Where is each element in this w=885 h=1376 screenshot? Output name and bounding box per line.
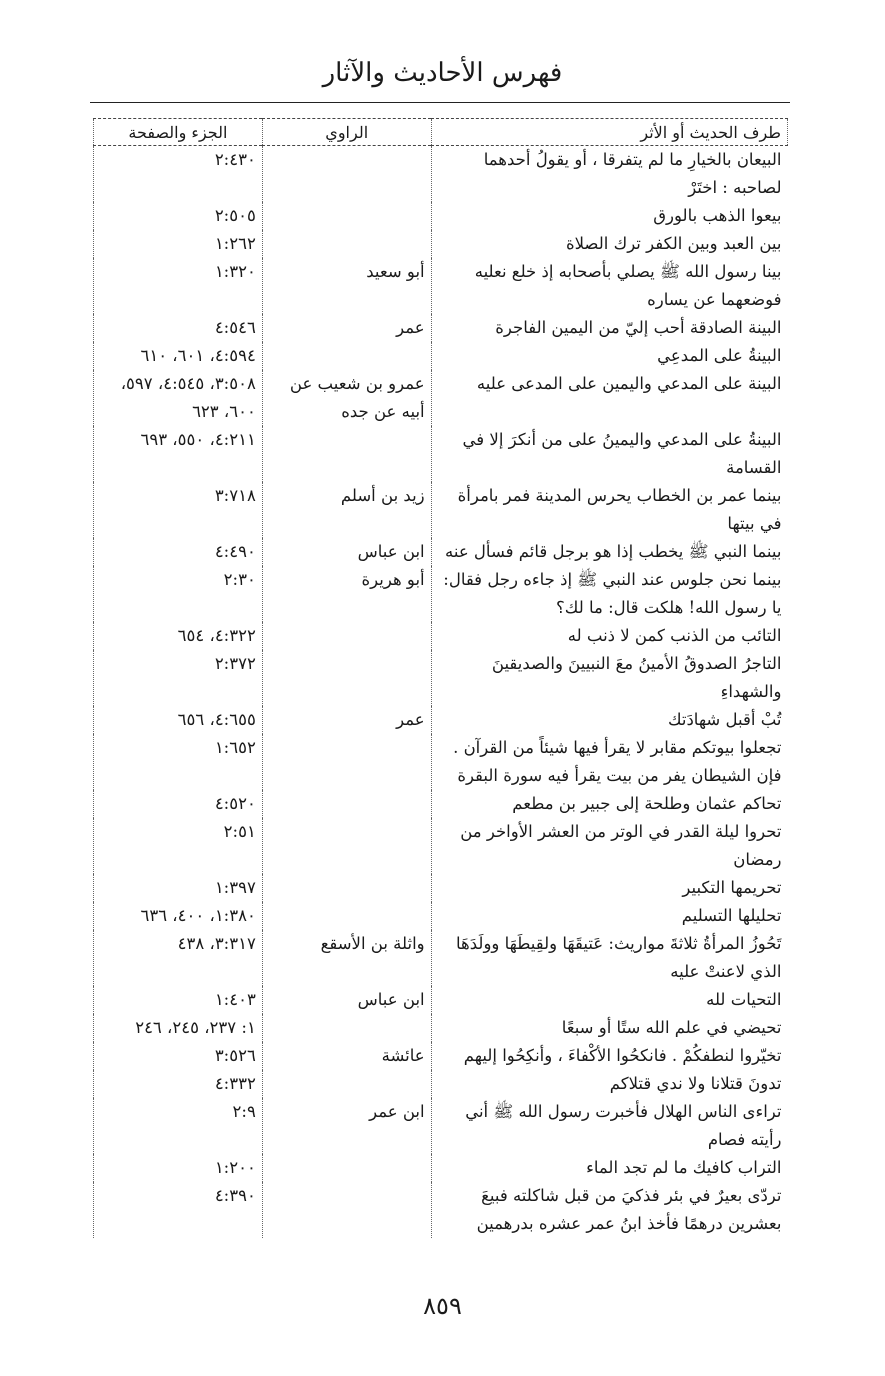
hadith-cell: تُبْ أقبل شهادَتك <box>431 706 787 734</box>
hadith-cell: تحيضي في علم الله ستًا أو سبعًا <box>431 1014 787 1042</box>
hadith-cell: البينة على المدعي واليمين على المدعى عليه <box>431 370 787 426</box>
narrator-cell <box>262 1070 431 1098</box>
hadith-cell: التائب من الذنب كمن لا ذنب له <box>431 622 787 650</box>
table-row <box>94 482 788 538</box>
table-row <box>94 426 788 482</box>
table-row <box>94 1070 788 1098</box>
page-number: ٨٥٩ <box>423 1292 462 1320</box>
narrator-cell: أبو هريرة <box>262 566 431 622</box>
hadith-cell: تخيّروا لنطفكُمْ . فانكحُوا الأكْفاءَ ، وأنكِحُوا إليهم <box>431 1042 787 1070</box>
ref-cell: ٢:٥٠٥ <box>94 202 263 230</box>
table-row <box>94 874 788 902</box>
table-row <box>94 930 788 986</box>
ref-cell: ٢:٤٣٠ <box>94 146 263 203</box>
table-row <box>94 986 788 1014</box>
table-row <box>94 818 788 874</box>
narrator-cell <box>262 342 431 370</box>
ref-cell: ٤:٥٢٠ <box>94 790 263 818</box>
ref-cell: ١:٣٩٧ <box>94 874 263 902</box>
table-row <box>94 566 788 622</box>
table-row <box>94 1014 788 1042</box>
narrator-cell <box>262 426 431 482</box>
narrator-cell <box>262 622 431 650</box>
ref-cell: ١:٢٠٠ <box>94 1154 263 1182</box>
ref-cell: ٢:٩ <box>94 1098 263 1154</box>
narrator-cell: ابن عمر <box>262 1098 431 1154</box>
narrator-cell <box>262 1182 431 1238</box>
table-row <box>94 706 788 734</box>
narrator-cell: عمرو بن شعيب عن أبيه عن جده <box>262 370 431 426</box>
table-row <box>94 538 788 566</box>
narrator-cell <box>262 1154 431 1182</box>
header-narrator: الراوي <box>262 119 431 146</box>
ref-cell: ٣:٧١٨ <box>94 482 263 538</box>
hadith-cell: تحليلها التسليم <box>431 902 787 930</box>
table-row <box>94 1154 788 1182</box>
hadith-cell: التحيات لله <box>431 986 787 1014</box>
table-header-row <box>94 119 788 146</box>
table-row <box>94 1182 788 1238</box>
hadith-cell: بينما النبي ﷺ يخطب إذا هو برجل قائم فسأل عنه <box>431 538 787 566</box>
table-row <box>94 230 788 258</box>
hadith-cell: البينة الصادقة أحب إليّ من اليمين الفاجرة <box>431 314 787 342</box>
hadith-cell: تحريمها التكبير <box>431 874 787 902</box>
table-row <box>94 342 788 370</box>
ref-cell: ١:٤٠٣ <box>94 986 263 1014</box>
table-row <box>94 1042 788 1070</box>
header-hadith: طرف الحديث أو الأثر <box>431 119 787 146</box>
hadith-cell: التاجرُ الصدوقُ الأمينُ معَ النبيينَ والصديقينَ والشهداءِ <box>431 650 787 706</box>
table-row <box>94 790 788 818</box>
narrator-cell: ابن عباس <box>262 538 431 566</box>
table-row <box>94 370 788 426</box>
table-row <box>94 902 788 930</box>
narrator-cell <box>262 146 431 203</box>
ref-cell: ١:٣٢٠ <box>94 258 263 314</box>
ref-cell: ١:٢٦٢ <box>94 230 263 258</box>
narrator-cell <box>262 202 431 230</box>
hadith-cell: البيعان بالخيارِ ما لم يتفرقا ، أو يقولُ أحدهما لصاحبه : اختَرْ <box>431 146 787 203</box>
ref-cell: ١:٣٨٠، ٤٠٠، ٦٣٦ <box>94 902 263 930</box>
ref-cell: ٢:٣٠ <box>94 566 263 622</box>
hadith-cell: تحاكم عثمان وطلحة إلى جبير بن مطعم <box>431 790 787 818</box>
ref-cell: ٤:٣٣٢ <box>94 1070 263 1098</box>
page-title: فهرس الأحاديث والآثار <box>322 58 563 88</box>
narrator-cell <box>262 650 431 706</box>
hadith-cell: تَحُوزُ المرأةُ ثلاثةَ مواريث: عَتيقَهَا ولقِيطَهَا وولَدَهَا الذي لاعنتْ عليه <box>431 930 787 986</box>
ref-cell: ١: ٢٣٧، ٢٤٥، ٢٤٦ <box>94 1014 263 1042</box>
ref-cell: ٣:٣١٧، ٤٣٨ <box>94 930 263 986</box>
hadith-index-table <box>93 118 788 1238</box>
narrator-cell: أبو سعيد <box>262 258 431 314</box>
hadith-cell: بينا رسول الله ﷺ يصلي بأصحابه إذ خلع نعليه فوضعهما عن يساره <box>431 258 787 314</box>
ref-cell: ٣:٥٢٦ <box>94 1042 263 1070</box>
hadith-cell: بينما نحن جلوس عند النبي ﷺ إذ جاءه رجل فقال: يا رسول الله! هلكت قال: ما لك؟ <box>431 566 787 622</box>
hadith-cell: بينما عمر بن الخطاب يحرس المدينة فمر بامرأة في بيتها <box>431 482 787 538</box>
narrator-cell <box>262 874 431 902</box>
ref-cell: ٤:٢١١، ٥٥٠، ٦٩٣ <box>94 426 263 482</box>
table-body <box>94 146 788 1239</box>
narrator-cell <box>262 790 431 818</box>
table-row <box>94 202 788 230</box>
narrator-cell <box>262 902 431 930</box>
table-row <box>94 650 788 706</box>
ref-cell: ٢:٥١ <box>94 818 263 874</box>
narrator-cell: عمر <box>262 314 431 342</box>
ref-cell: ٤:٦٥٥، ٦٥٦ <box>94 706 263 734</box>
hadith-cell: البينةُ على المدعِي <box>431 342 787 370</box>
ref-cell: ٣:٥٠٨، ٤:٥٤٥، ٥٩٧، ٦٠٠، ٦٢٣ <box>94 370 263 426</box>
ref-cell: ٤:٥٩٤، ٦٠١، ٦١٠ <box>94 342 263 370</box>
table-row <box>94 314 788 342</box>
narrator-cell: عمر <box>262 706 431 734</box>
hadith-cell: تردّى بعيرٌ في بئر فذكيَ من قبل شاكلته فبيعَ بعشرين درهمًا فأخذ ابنُ عمر عشره بدرهمين <box>431 1182 787 1238</box>
narrator-cell: زيد بن أسلم <box>262 482 431 538</box>
hadith-cell: تجعلوا بيوتكم مقابر لا يقرأ فيها شيئاً من القرآن . فإن الشيطان يفر من بيت يقرأ فيه سورة البقرة <box>431 734 787 790</box>
ref-cell: ٤:٥٤٦ <box>94 314 263 342</box>
ref-cell: ٤:٤٩٠ <box>94 538 263 566</box>
narrator-cell <box>262 230 431 258</box>
narrator-cell: ابن عباس <box>262 986 431 1014</box>
table-row <box>94 734 788 790</box>
hadith-cell: بيعوا الذهب بالورق <box>431 202 787 230</box>
table-row <box>94 146 788 203</box>
table-row <box>94 622 788 650</box>
hadith-cell: تراءى الناس الهلال فأخبرت رسول الله ﷺ أني رأيته فصام <box>431 1098 787 1154</box>
narrator-cell: عائشة <box>262 1042 431 1070</box>
ref-cell: ٤:٣٩٠ <box>94 1182 263 1238</box>
title-divider <box>90 102 790 103</box>
ref-cell: ٤:٣٢٢، ٦٥٤ <box>94 622 263 650</box>
hadith-cell: التراب كافيك ما لم تجد الماء <box>431 1154 787 1182</box>
hadith-cell: بين العبد وبين الكفر ترك الصلاة <box>431 230 787 258</box>
hadith-cell: تحروا ليلة القدر في الوتر من العشر الأواخر من رمضان <box>431 818 787 874</box>
table-row <box>94 258 788 314</box>
narrator-cell <box>262 734 431 790</box>
header-ref: الجزء والصفحة <box>94 119 263 146</box>
table-row <box>94 1098 788 1154</box>
narrator-cell: واثلة بن الأسقع <box>262 930 431 986</box>
narrator-cell <box>262 818 431 874</box>
ref-cell: ١:٦٥٢ <box>94 734 263 790</box>
hadith-cell: تدونَ قتلانا ولا ندي قتلاكم <box>431 1070 787 1098</box>
ref-cell: ٢:٣٧٢ <box>94 650 263 706</box>
hadith-cell: البينةُ على المدعي واليمينُ على من أنكرَ إلا في القسامة <box>431 426 787 482</box>
narrator-cell <box>262 1014 431 1042</box>
